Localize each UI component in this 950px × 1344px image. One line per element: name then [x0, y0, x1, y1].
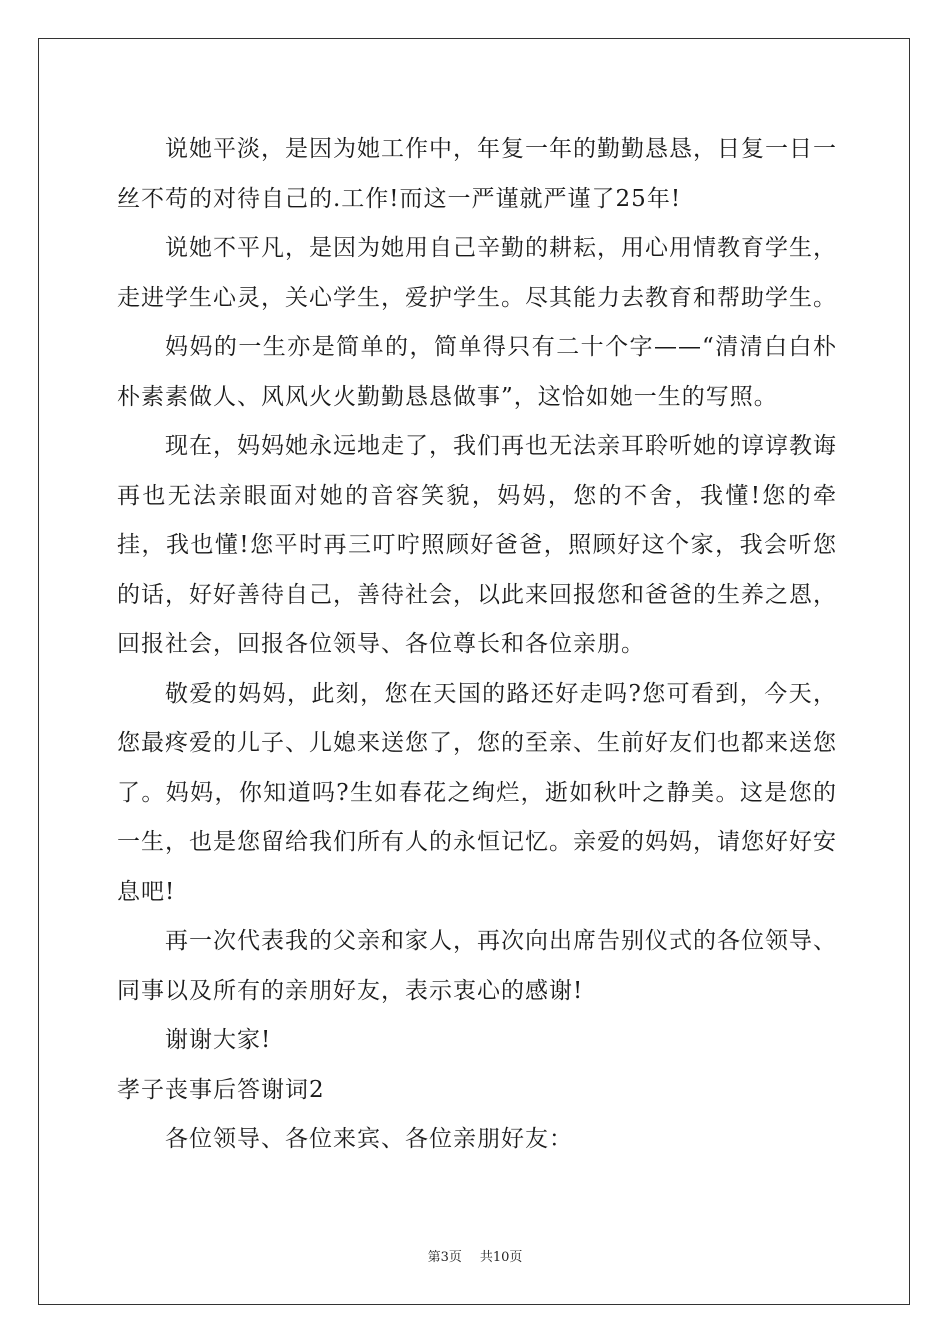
document-body	[117, 125, 837, 1165]
section-heading: 孝子丧事后答谢词2	[117, 1076, 325, 1103]
paragraph-5: 敬爱的妈妈，此刻，您在天国的路还好走吗?您可看到，今天，您最疼爱的儿子、儿媳来送您了，您的至亲、生前好友们也都来送您了。妈妈，你知道吗?生如春花之绚烂，逝如秋叶之静美。这是您的一生，也是您留给我们所有人的永恒记忆。亲爱的妈妈，请您好好安息吧!	[117, 680, 837, 905]
paragraph-4: 现在，妈妈她永远地走了，我们再也无法亲耳聆听她的谆谆教诲再也无法亲眼面对她的音容笑貌，妈妈，您的不舍，我懂!您的牵挂，我也懂!您平时再三叮咛照顾好爸爸，照顾好这个家，我会听您的话，好好善待自己，善待社会，以此来回报您和爸爸的生养之恩，回报社会，回报各位领导、各位尊长和各位亲朋。	[117, 433, 837, 657]
paragraph-3: 妈妈的一生亦是简单的，简单得只有二十个字——“清清白白朴朴素素做人、风风火火勤勤恳恳做事”，这恰如她一生的写照。	[117, 334, 837, 410]
paragraph-6: 再一次代表我的父亲和家人，再次向出席告别仪式的各位领导、同事以及所有的亲朋好友，表示衷心的感谢!	[117, 928, 837, 1004]
page-total: 共10页	[479, 1250, 523, 1265]
paragraph-7: 谢谢大家!	[165, 1027, 272, 1053]
paragraph-8: 各位领导、各位来宾、各位亲朋好友：	[165, 1126, 573, 1152]
paragraph-2: 说她不平凡，是因为她用自己辛勤的耕耘，用心用情教育学生，走进学生心灵，关心学生，爱护学生。尽其能力去教育和帮助学生。	[117, 235, 837, 311]
page-footer	[0, 1246, 950, 1265]
paragraph-1: 说她平淡，是因为她工作中，年复一年的勤勤恳恳，日复一日一丝不苟的对待自己的.工作!而这一严谨就严谨了25年!	[117, 136, 837, 212]
page-number: 第3页	[427, 1250, 462, 1265]
